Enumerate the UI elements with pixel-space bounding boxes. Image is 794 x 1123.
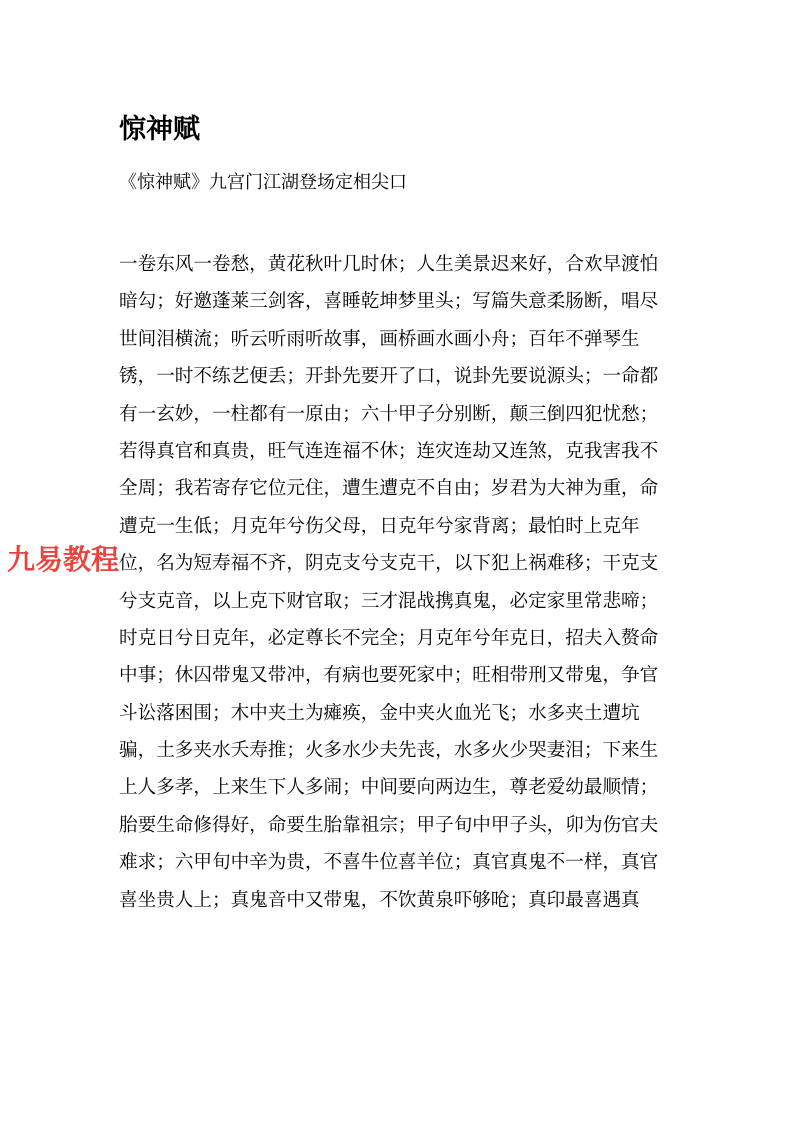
body-line: 喜坐贵人上；真鬼音中又带鬼，不饮黄泉吓够呛；真印最喜遇真 xyxy=(119,889,640,911)
body-line: 中事；休囚带鬼又带冲，有病也要死家中；旺相带刑又带鬼，争官 xyxy=(119,665,659,687)
body-line: 难求；六甲旬中辛为贵，不喜牛位喜羊位；真官真鬼不一样，真官 xyxy=(119,852,659,874)
body-line: 有一玄妙，一柱都有一原由；六十甲子分别断，颠三倒四犯忧愁； xyxy=(119,403,659,425)
document-body xyxy=(119,246,679,919)
body-line: 胎要生命修得好，命要生胎靠祖宗；甲子旬中甲子头，卯为伤官夫 xyxy=(119,814,659,836)
body-line: 遭克一生低；月克年兮伤父母，日克年兮家背离；最怕时上克年 xyxy=(119,515,640,537)
watermark-logo: 九易教程 xyxy=(7,543,120,576)
body-line: 兮支克音，以上克下财官取；三才混战携真鬼，必定家里常悲啼； xyxy=(119,590,659,612)
body-line: 一卷东风一卷愁，黄花秋叶几时休；人生美景迟来好，合欢早渡怕 xyxy=(119,254,659,275)
body-line: 若得真官和真贵，旺气连连福不休；连灾连劫又连煞，克我害我不 xyxy=(119,440,659,462)
body-line: 时克日兮日克年，必定尊长不完全；月克年兮年克日，招夫入赘命 xyxy=(119,627,659,649)
body-line: 锈，一时不练艺便丢；开卦先要开了口，说卦先要说源头；一命都 xyxy=(119,366,659,388)
document-title: 惊神赋 xyxy=(119,114,200,145)
body-line: 位，名为短寿福不齐，阴克支兮支克干，以下犯上祸难移；干克支 xyxy=(119,553,659,575)
body-line: 暗勾；好邀蓬莱三剑客，喜睡乾坤梦里头；写篇失意柔肠断，唱尽 xyxy=(119,291,659,313)
body-line: 上人多孝，上来生下人多闹；中间要向两边生，尊老爱幼最顺情； xyxy=(119,777,659,799)
body-line: 斗讼落困围；木中夹土为瘫痪，金中夹火血光飞；水多夹土遭坑 xyxy=(119,702,640,724)
body-line: 全周；我若寄存它位元住，遭生遭克不自由；岁君为大神为重，命 xyxy=(119,478,659,500)
document-subtitle: 《惊神赋》九宫门江湖登场定相尖口 xyxy=(119,172,407,193)
body-line: 世间泪横流；听云听雨听故事，画桥画水画小舟；百年不弹琴生 xyxy=(119,328,640,350)
body-line: 骗，土多夹水夭寿推；火多水少夫先丧，水多火少哭妻泪；下来生 xyxy=(119,740,659,762)
